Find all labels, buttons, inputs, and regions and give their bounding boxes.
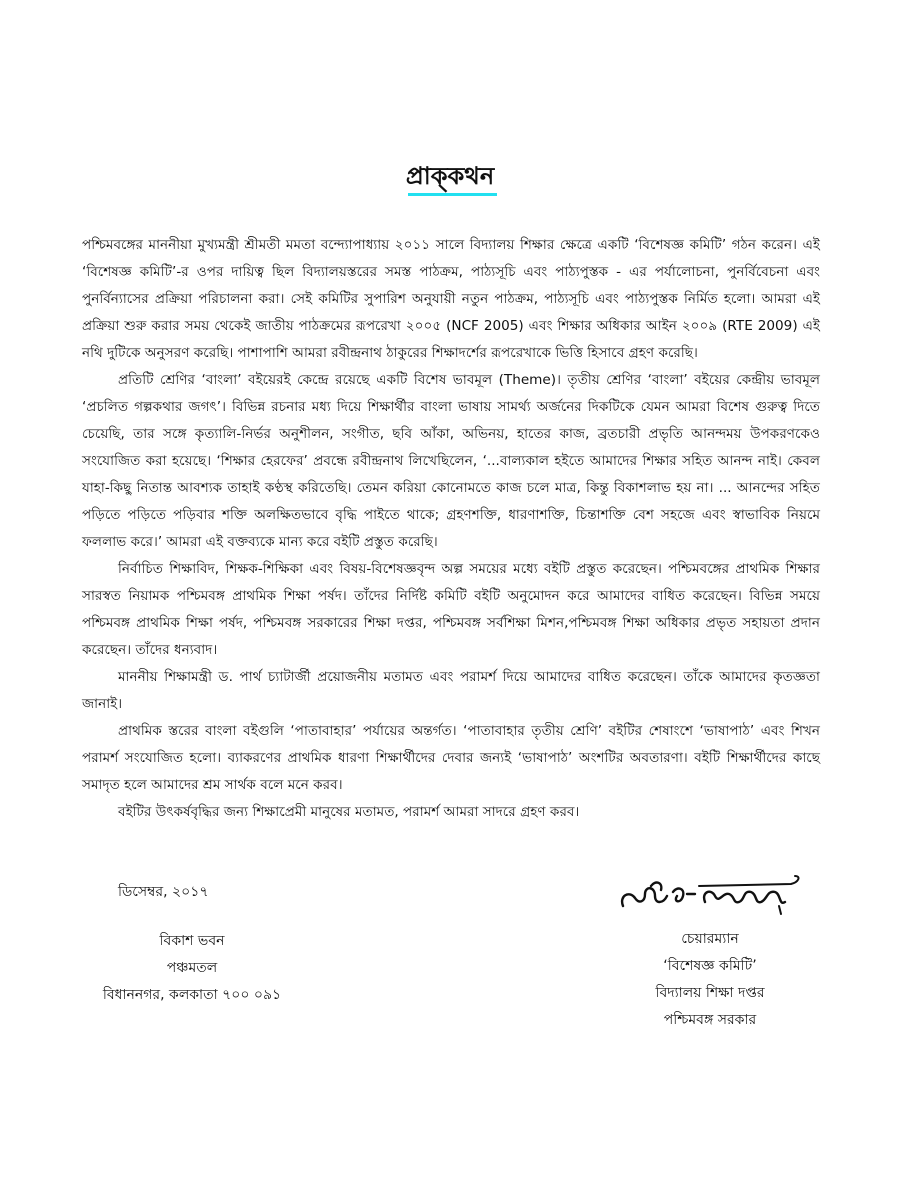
signature bbox=[600, 872, 820, 924]
signature-icon bbox=[615, 872, 805, 924]
designation: চেয়ারম্যান bbox=[681, 931, 739, 947]
address bbox=[82, 928, 302, 1009]
foreword-body bbox=[82, 232, 820, 826]
page-title: প্রাক্‌কথন bbox=[405, 162, 495, 190]
address-line: বিকাশ ভবন bbox=[159, 933, 225, 949]
title-underline bbox=[408, 193, 497, 196]
government: পশ্চিমবঙ্গ সরকার bbox=[663, 1012, 757, 1028]
address-line: পঞ্চমতল bbox=[166, 960, 218, 976]
address-line: বিধাননগর, কলকাতা ৭০০ ০৯১ bbox=[102, 987, 282, 1003]
paragraph-1: পশ্চিমবঙ্গের মাননীয়া মুখ্যমন্ত্রী শ্রীমতী মমতা বন্দ্যোপাধ্যায় ২০১১ সালে বিদ্যালয় শিক্ষার ক্ষেত্রে একটি ‘বিশেষজ্ঞ কমিটি’ গঠন করেন। এই ‘বিশেষজ্ঞ কমিটি’-র ওপর দায়িত্ব ছিল বিদ্যালয়স্তরের সমস্ত পাঠক্রম, পাঠ্যসূচি এবং পাঠ্যপুস্তক - এর পর্যালোচনা, পুনর্বিবেচনা এবং পুনর্বিন্যাসের প্রক্রিয়া পরিচালনা করা। সেই কমিটির সুপারিশ অনুযায়ী নতুন পাঠক্রম, পাঠ্যসূচি এবং পাঠ্যপুস্তক নির্মিত হলো। আমরা এই প্রক্রিয়া শুরু করার সময় থেকেই জাতীয় পাঠক্রমের রূপরেখা ২০০৫ (NCF 2005) এবং শিক্ষার অধিকার আইন ২০০৯ (RTE 2009) এই নথি দুটিকে অনুসরণ করেছি। পাশাপাশি আমরা রবীন্দ্রনাথ ঠাকুরের শিক্ষাদর্শের রূপরেখাকে ভিত্তি হিসাবে গ্রহণ করেছি। bbox=[82, 237, 820, 361]
date: ডিসেম্বর, ২০১৭ bbox=[118, 884, 209, 900]
signatory-details bbox=[600, 926, 820, 1034]
paragraph-6: বইটির উৎকর্ষবৃদ্ধির জন্য শিক্ষাপ্রেমী মানুষের মতামত, পরামর্শ আমরা সাদরে গ্রহণ করব। bbox=[118, 804, 580, 820]
footer-right bbox=[600, 872, 820, 1034]
paragraph-3: নির্বাচিত শিক্ষাবিদ, শিক্ষক-শিক্ষিকা এবং বিষয়-বিশেষজ্ঞবৃন্দ অল্প সময়ের মধ্যে বইটি প্রস্তুত করেছেন। পশ্চিমবঙ্গের প্রাথমিক শিক্ষার সারস্বত নিয়ামক পশ্চিমবঙ্গ প্রাথমিক শিক্ষা পর্ষদ। তাঁদের নির্দিষ্ট কমিটি বইটি অনুমোদন করে আমাদের বাধিত করেছেন। বিভিন্ন সময়ে পশ্চিমবঙ্গ প্রাথমিক শিক্ষা পর্ষদ, পশ্চিমবঙ্গ সরকারের শিক্ষা দপ্তর, পশ্চিমবঙ্গ সর্বশিক্ষা মিশন,পশ্চিমবঙ্গ শিক্ষা অধিকার প্রভৃত সহায়তা প্রদান করেছেন। তাঁদের ধন্যবাদ। bbox=[82, 561, 820, 658]
paragraph-5: প্রাথমিক স্তরের বাংলা বইগুলি ‘পাতাবাহার’ পর্যায়ের অন্তর্গত। ‘পাতাবাহার তৃতীয় শ্রেণি’ বইটির শেষাংশে ‘ভাষাপাঠ’ এবং শিখন পরামর্শ সংযোজিত হলো। ব্যাকরণের প্রাথমিক ধারণা শিক্ষার্থীদের দেবার জন্যই ‘ভাষাপাঠ’ অংশটির অবতারণা। বইটি শিক্ষার্থীদের কাছে সমাদৃত হলে আমাদের শ্রম সার্থক বলে মনে করব। bbox=[82, 723, 820, 793]
department: বিদ্যালয় শিক্ষা দপ্তর bbox=[655, 985, 765, 1001]
paragraph-4: মাননীয় শিক্ষামন্ত্রী ড. পার্থ চ্যাটার্জী প্রয়োজনীয় মতামত এবং পরামর্শ দিয়ে আমাদের বাধিত করেছেন। তাঁকে আমাদের কৃতজ্ঞতা জানাই। bbox=[82, 669, 820, 712]
committee-name: ‘বিশেষজ্ঞ কমিটি’ bbox=[663, 958, 757, 974]
paragraph-2: প্রতিটি শ্রেণির ‘বাংলা’ বইয়েরই কেন্দ্রে রয়েছে একটি বিশেষ ভাবমূল (Theme)। তৃতীয় শ্রেণির ‘বাংলা’ বইয়ের কেন্দ্রীয় ভাবমূল ‘প্রচলিত গল্পকথার জগৎ’। বিভিন্ন রচনার মধ্য দিয়ে শিক্ষার্থীর বাংলা ভাষায় সামর্থ্য অর্জনের দিকটিকে যেমন আমরা বিশেষ গুরুত্ব দিতে চেয়েছি, তার সঙ্গে কৃত্যালি-নির্ভর অনুশীলন, সংগীত, ছবি আঁকা, অভিনয়, হাতের কাজ, ব্রতচারী প্রভৃতি আনন্দময় উপকরণকেও সংযোজিত করা হয়েছে। ‘শিক্ষার হেরফের’ প্রবন্ধে রবীন্দ্রনাথ লিখেছিলেন, ‘...বাল্যকাল হইতে আমাদের শিক্ষার সহিত আনন্দ নাই। কেবল যাহা-কিছু নিতান্ত আবশ্যক তাহাই কণ্ঠস্থ করিতেছি। তেমন করিয়া কোনোমতে কাজ চলে মাত্র, কিন্তু বিকাশলাভ হয় না। ... আনন্দের সহিত পড়িতে পড়িতে পড়িবার শক্তি অলক্ষিতভাবে বৃদ্ধি পাইতে থাকে; গ্রহণশক্তি, ধারণাশক্তি, চিন্তাশক্তি বেশ সহজে এবং স্বাভাবিক নিয়মে ফললাভ করে।’ আমরা এই বক্তব্যকে মান্য করে বইটি প্রস্তুত করেছি। bbox=[82, 372, 820, 550]
